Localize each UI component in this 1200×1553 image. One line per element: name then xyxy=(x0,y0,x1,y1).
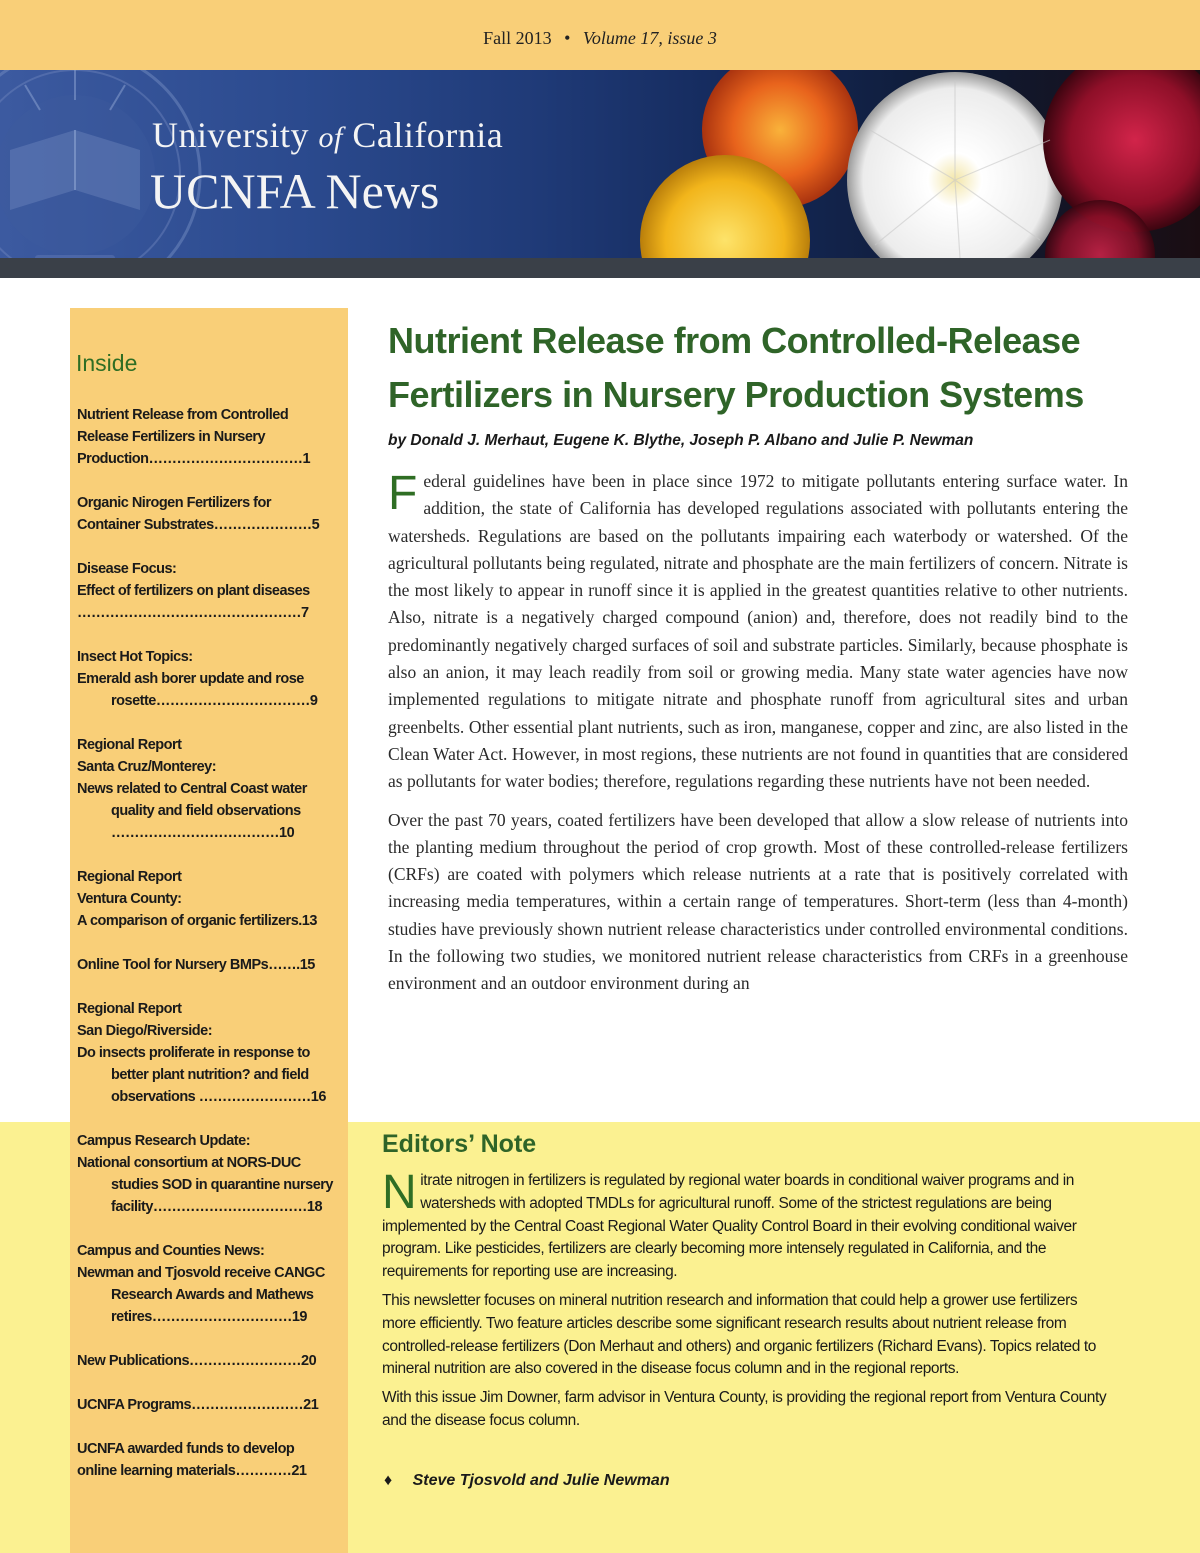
toc-entry[interactable] xyxy=(77,998,337,1108)
article-paragraph xyxy=(388,468,1128,796)
table-of-contents xyxy=(77,404,337,1504)
university-name-of: of xyxy=(318,121,343,154)
toc-line: Emerald ash borer update and rose xyxy=(77,671,304,687)
toc-line: Research Awards and Mathews xyxy=(111,1287,314,1303)
toc-line: New Publications……………………20 xyxy=(77,1353,317,1369)
toc-line: News related to Central Coast water xyxy=(77,781,307,797)
article-title xyxy=(388,314,1168,422)
article-byline: by Donald J. Merhaut, Eugene K. Blythe, Joseph P. Albano and Julie P. Newman xyxy=(388,432,974,449)
toc-line: Nutrient Release from Controlled xyxy=(77,407,289,423)
drop-cap: N xyxy=(382,1166,417,1219)
toc-entry[interactable] xyxy=(77,646,337,712)
toc-line: Campus and Counties News: xyxy=(77,1243,265,1259)
university-name-part: University xyxy=(152,115,309,155)
toc-line: Newman and Tjosvold receive CANGC xyxy=(77,1265,325,1281)
toc-line: quality and field observations xyxy=(111,803,301,819)
toc-line: Insect Hot Topics: xyxy=(77,649,193,665)
toc-line: UCNFA awarded funds to develop xyxy=(77,1441,295,1457)
article-paragraph: Over the past 70 years, coated fertilizers have been developed that allow a slow release of nutrients into the planting medium throughout the period of crop growth. Most of these controlled-release fertilizers (CRFs) are coated with polymers which release nutrients at a rate that is positively correlated with increasing media temperatures, within a certain range of temperatures. Short-term (less than 4-month) studies have previously shown nutrient release characteristics under controlled environmental conditions. In the following two studies, we monitored nutrient release characteristics from CRFs in a greenhouse environment and an outdoor environment during an xyxy=(388,809,1128,994)
article-body xyxy=(388,468,1128,1009)
masthead xyxy=(0,70,1200,258)
editors-signature xyxy=(384,1472,670,1490)
article-title-line: Fertilizers in Nursery Production Systems xyxy=(388,374,1084,415)
toc-line: rosette……………………………9 xyxy=(111,693,318,709)
toc-entry[interactable] xyxy=(77,1350,337,1372)
issue-separator: • xyxy=(564,28,571,48)
flowers-photo xyxy=(630,70,1200,258)
editors-paragraph xyxy=(382,1166,1114,1284)
issue-season: Fall 2013 xyxy=(483,28,552,48)
toc-entry[interactable] xyxy=(77,866,337,932)
toc-line: UCNFA Programs……………………21 xyxy=(77,1397,319,1413)
toc-entry[interactable] xyxy=(77,1130,337,1218)
toc-line: Regional Report xyxy=(77,869,182,885)
toc-line: Campus Research Update: xyxy=(77,1133,251,1149)
masthead-base xyxy=(0,258,1200,278)
university-name xyxy=(152,114,503,156)
editors-note-body xyxy=(382,1166,1114,1439)
editors-paragraph: This newsletter focuses on mineral nutrition research and information that could help a grower use fertilizers more efficiently. Two feature articles describe some significant research results about nutrient release from controlled-release fertilizers (Don Merhaut and others) and organic fertilizers (Richard Evans). Topics related to mineral nutrition are also covered in the disease focus column and in the regional reports. xyxy=(382,1291,1096,1378)
drop-cap: F xyxy=(388,467,418,520)
editors-paragraph: With this issue Jim Downer, farm advisor in Ventura County, is providing the regional report from Ventura County and the disease focus column. xyxy=(382,1389,1107,1429)
toc-line: National consortium at NORS-DUC xyxy=(77,1155,301,1171)
issue-volume: Volume 17, issue 3 xyxy=(582,28,717,48)
university-name-part: California xyxy=(352,115,504,155)
toc-line: Release Fertilizers in Nursery xyxy=(77,429,266,445)
signature-text: Steve Tjosvold and Julie Newman xyxy=(412,1472,670,1489)
toc-line: online learning materials…………21 xyxy=(77,1463,307,1479)
toc-entry[interactable] xyxy=(77,404,337,470)
toc-entry[interactable] xyxy=(77,734,337,844)
newsletter-title: UCNFA News xyxy=(150,163,440,219)
toc-line: San Diego/Riverside: xyxy=(77,1023,213,1039)
signature-bullet-icon: ♦ xyxy=(384,1472,393,1489)
toc-line: better plant nutrition? and field xyxy=(111,1067,309,1083)
editors-note-title: Editors’ Note xyxy=(382,1130,537,1158)
issue-line xyxy=(0,28,1200,49)
toc-line: Regional Report xyxy=(77,737,182,753)
article-paragraph-text: ederal guidelines have been in place since 1972 to mitigate pollutants entering surface water. In addition, the state of California has developed regulations associated with pollutants entering the watersheds. Regulations are based on the pollutants impairing each waterbody or watershed. Of the agricultural pollutants being regulated, nitrate and phosphate are the main fertilizers of concern. Nitrate is the most likely to appear in runoff since it is applied in the greatest quantities relative to other nutrients. Also, nitrate is a negatively charged compound (anion) and, therefore, does not readily bind to the predominantly negatively charged surfaces of soil and substrate particles. Similarly, because phosphate is also an anion, it may leach readily from soil or growing media. Many state water agencies have now implemented regulations to mitigate nitrate and phosphate runoff from agricultural sites and urban greenbelts. Other essential plant nutrients, such as iron, manganese, copper and zinc, are also listed in the Clean Water Act. However, in most regions, these nutrients are not found in quantities that are considered as pollutants for water bodies; therefore, regulations regarding these nutrients have not been needed. xyxy=(388,471,1128,792)
toc-line: Container Substrates…………………5 xyxy=(77,517,320,533)
toc-entry[interactable] xyxy=(77,1394,337,1416)
toc-line: …………………………………………7 xyxy=(77,605,309,621)
toc-line: Santa Cruz/Monterey: xyxy=(77,759,217,775)
toc-entry[interactable] xyxy=(77,1438,337,1482)
toc-line: studies SOD in quarantine nursery xyxy=(111,1177,333,1193)
toc-line: A comparison of organic fertilizers.13 xyxy=(77,913,317,929)
toc-line: facility……………………………18 xyxy=(111,1199,323,1215)
toc-line: Online Tool for Nursery BMPs…….15 xyxy=(77,957,315,973)
toc-line: retires…………………………19 xyxy=(111,1309,307,1325)
toc-line: Organic Nirogen Fertilizers for xyxy=(77,495,271,511)
inside-title: Inside xyxy=(76,350,138,376)
editors-paragraph-text: itrate nitrogen in fertilizers is regulated by regional water boards in conditional waiver programs and in watersheds with adopted TMDLs for agricultural runoff. Some of the strictest regulations are being implemented by the Central Coast Regional Water Quality Control Board in their evolving conditional waiver program. Like pesticides, fertilizers are clearly becoming more intensely regulated in California, and the requirements for reporting use are increasing. xyxy=(382,1172,1077,1281)
toc-entry[interactable] xyxy=(77,492,337,536)
toc-entry[interactable] xyxy=(77,954,337,976)
toc-entry[interactable] xyxy=(77,558,337,624)
toc-line: Ventura County: xyxy=(77,891,182,907)
toc-line: Production……………………………1 xyxy=(77,451,311,467)
toc-line: Regional Report xyxy=(77,1001,182,1017)
toc-line: ………………………………10 xyxy=(111,825,295,841)
toc-line: Do insects proliferate in response to xyxy=(77,1045,310,1061)
toc-line: Effect of fertilizers on plant diseases xyxy=(77,583,310,599)
article-title-line: Nutrient Release from Controlled-Release xyxy=(388,320,1081,361)
toc-line: Disease Focus: xyxy=(77,561,177,577)
toc-entry[interactable] xyxy=(77,1240,337,1328)
toc-line: observations ……………………16 xyxy=(111,1089,326,1105)
